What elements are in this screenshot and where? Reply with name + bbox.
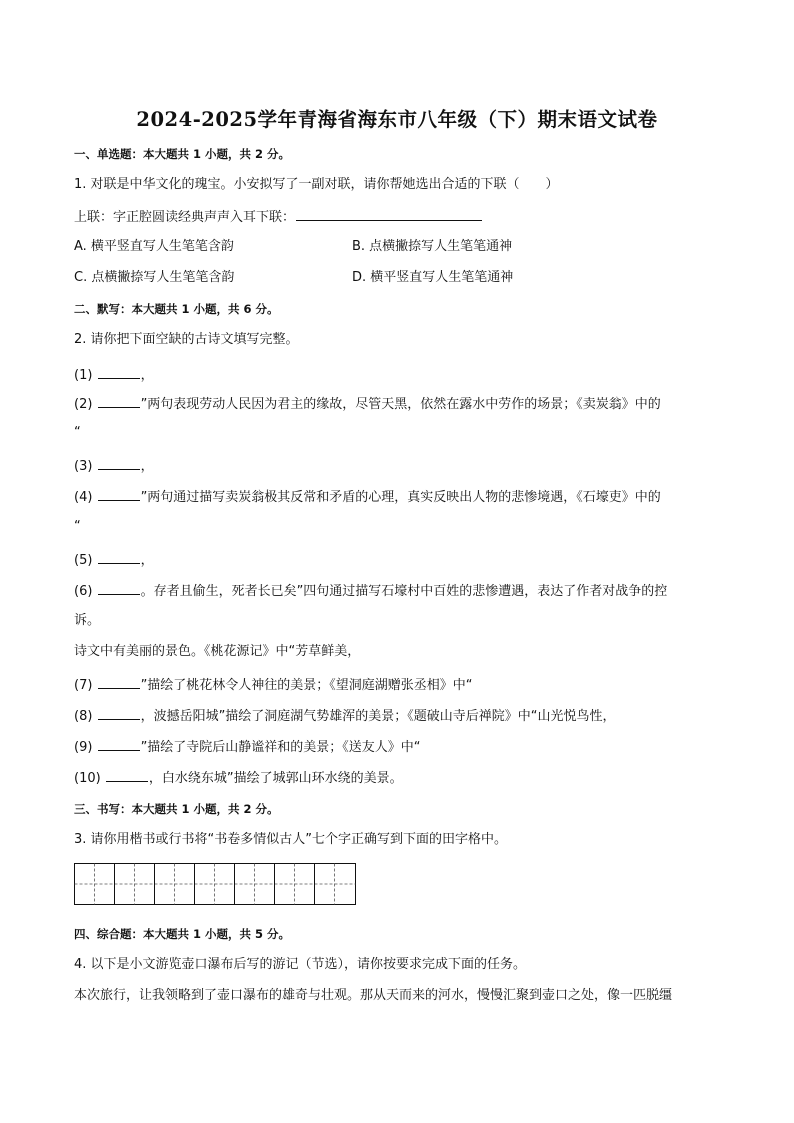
blank-line-6	[74, 581, 724, 601]
section-heading-4: 四、综合题：本大题共 1 小题，共 5 分。	[74, 927, 291, 941]
passage-text: 本次旅行，让我领略到了壶口瀑布的雄奇与壮观。那从天而来的河水，慢慢汇聚到壶口之处，像一匹脱缰	[74, 988, 673, 1003]
question-4-stem: 4. 以下是小文游览壶口瀑布后写的游记（节选），请你按要求完成下面的任务。	[74, 957, 527, 972]
option-a[interactable]: A. 横平竖直写人生笔笔含韵	[74, 239, 234, 254]
tianzige-writing-grid[interactable]	[74, 863, 356, 905]
answer-blank[interactable]	[106, 768, 148, 782]
blank-line-10	[74, 768, 724, 788]
item-number: (8)	[74, 709, 93, 724]
question-3-stem: 3. 请你用楷书或行书将“书卷多情似古人”七个字正确写到下面的田字格中。	[74, 832, 508, 847]
section-heading-3: 三、书写：本大题共 1 小题，共 2 分。	[74, 802, 279, 816]
item-number: (1)	[74, 368, 93, 383]
option-d[interactable]: D. 横平竖直写人生笔笔通神	[352, 270, 514, 285]
scenery-intro: 诗文中有美丽的景色。《桃花源记》中“芳草鲜美，	[74, 644, 361, 659]
answer-blank[interactable]	[98, 456, 140, 470]
blank-line-2	[74, 394, 724, 414]
blank-line-4	[74, 487, 724, 507]
punctuation: ，	[140, 459, 154, 474]
blank-line-7	[74, 675, 724, 695]
blank-line-5	[74, 550, 724, 570]
line-text: ”描绘了桃花林令人神往的美景；《望洞庭湖赠张丞相》中“	[140, 678, 473, 693]
answer-blank[interactable]	[98, 365, 140, 379]
section-heading-1: 一、单选题：本大题共 1 小题，共 2 分。	[74, 147, 291, 161]
line-text: ，波撼岳阳城”描绘了洞庭湖气势雄浑的美景；《题破山寺后禅院》中“山光悦鸟性，	[140, 709, 616, 724]
exam-title: 2024-2025学年青海省海东市八年级（下）期末语文试卷	[136, 108, 658, 131]
question-1-couplet	[74, 207, 724, 227]
item-number: (2)	[74, 397, 93, 412]
answer-blank[interactable]	[98, 675, 140, 689]
blank-line-8	[74, 706, 724, 726]
answer-blank[interactable]	[98, 394, 140, 408]
blank-line-3	[74, 456, 724, 476]
item-number: (5)	[74, 553, 93, 568]
punctuation: ，	[140, 368, 154, 383]
line-text: ，白水绕东城”描绘了城郭山环水绕的美景。	[148, 771, 403, 786]
blank-line-6-cont: 诉。	[74, 613, 101, 628]
punctuation: ，	[140, 553, 154, 568]
answer-blank[interactable]	[296, 207, 482, 221]
item-number: (10)	[74, 771, 101, 786]
option-c[interactable]: C. 点横撇捺写人生笔笔含韵	[74, 270, 235, 285]
line-text: ”两句表现劳动人民因为君主的缘故，尽管天黑，依然在露水中劳作的场景；《卖炭翁》中的	[140, 397, 661, 412]
item-number: (4)	[74, 490, 93, 505]
question-2-stem: 2. 请你把下面空缺的古诗文填写完整。	[74, 332, 299, 347]
item-number: (3)	[74, 459, 93, 474]
blank-line-2-cont: “	[74, 425, 81, 440]
answer-blank[interactable]	[98, 487, 140, 501]
question-1-stem: 1. 对联是中华文化的瑰宝。小安拟写了一副对联，请你帮她选出合适的下联（ ）	[74, 177, 559, 192]
answer-blank[interactable]	[98, 737, 140, 751]
couplet-text: 上联：字正腔圆读经典声声入耳下联：	[74, 210, 296, 225]
answer-blank[interactable]	[98, 550, 140, 564]
option-b[interactable]: B. 点横撇捺写人生笔笔通神	[352, 239, 513, 254]
blank-line-9	[74, 737, 724, 757]
line-text: ”描绘了寺院后山静谧祥和的美景；《送友人》中“	[140, 740, 421, 755]
line-text: ”两句通过描写卖炭翁极其反常和矛盾的心理，真实反映出人物的悲惨境遇，《石壕吏》中的	[140, 490, 661, 505]
answer-blank[interactable]	[98, 706, 140, 720]
answer-blank[interactable]	[98, 581, 140, 595]
blank-line-4-cont: “	[74, 519, 81, 534]
item-number: (9)	[74, 740, 93, 755]
blank-line-1	[74, 365, 724, 385]
item-number: (6)	[74, 584, 93, 599]
line-text: 。存者且偷生，死者长已矣”四句通过描写石壕村中百姓的悲惨遭遇，表达了作者对战争的控	[140, 584, 668, 599]
section-heading-2: 二、默写：本大题共 1 小题，共 6 分。	[74, 302, 279, 316]
item-number: (7)	[74, 678, 93, 693]
